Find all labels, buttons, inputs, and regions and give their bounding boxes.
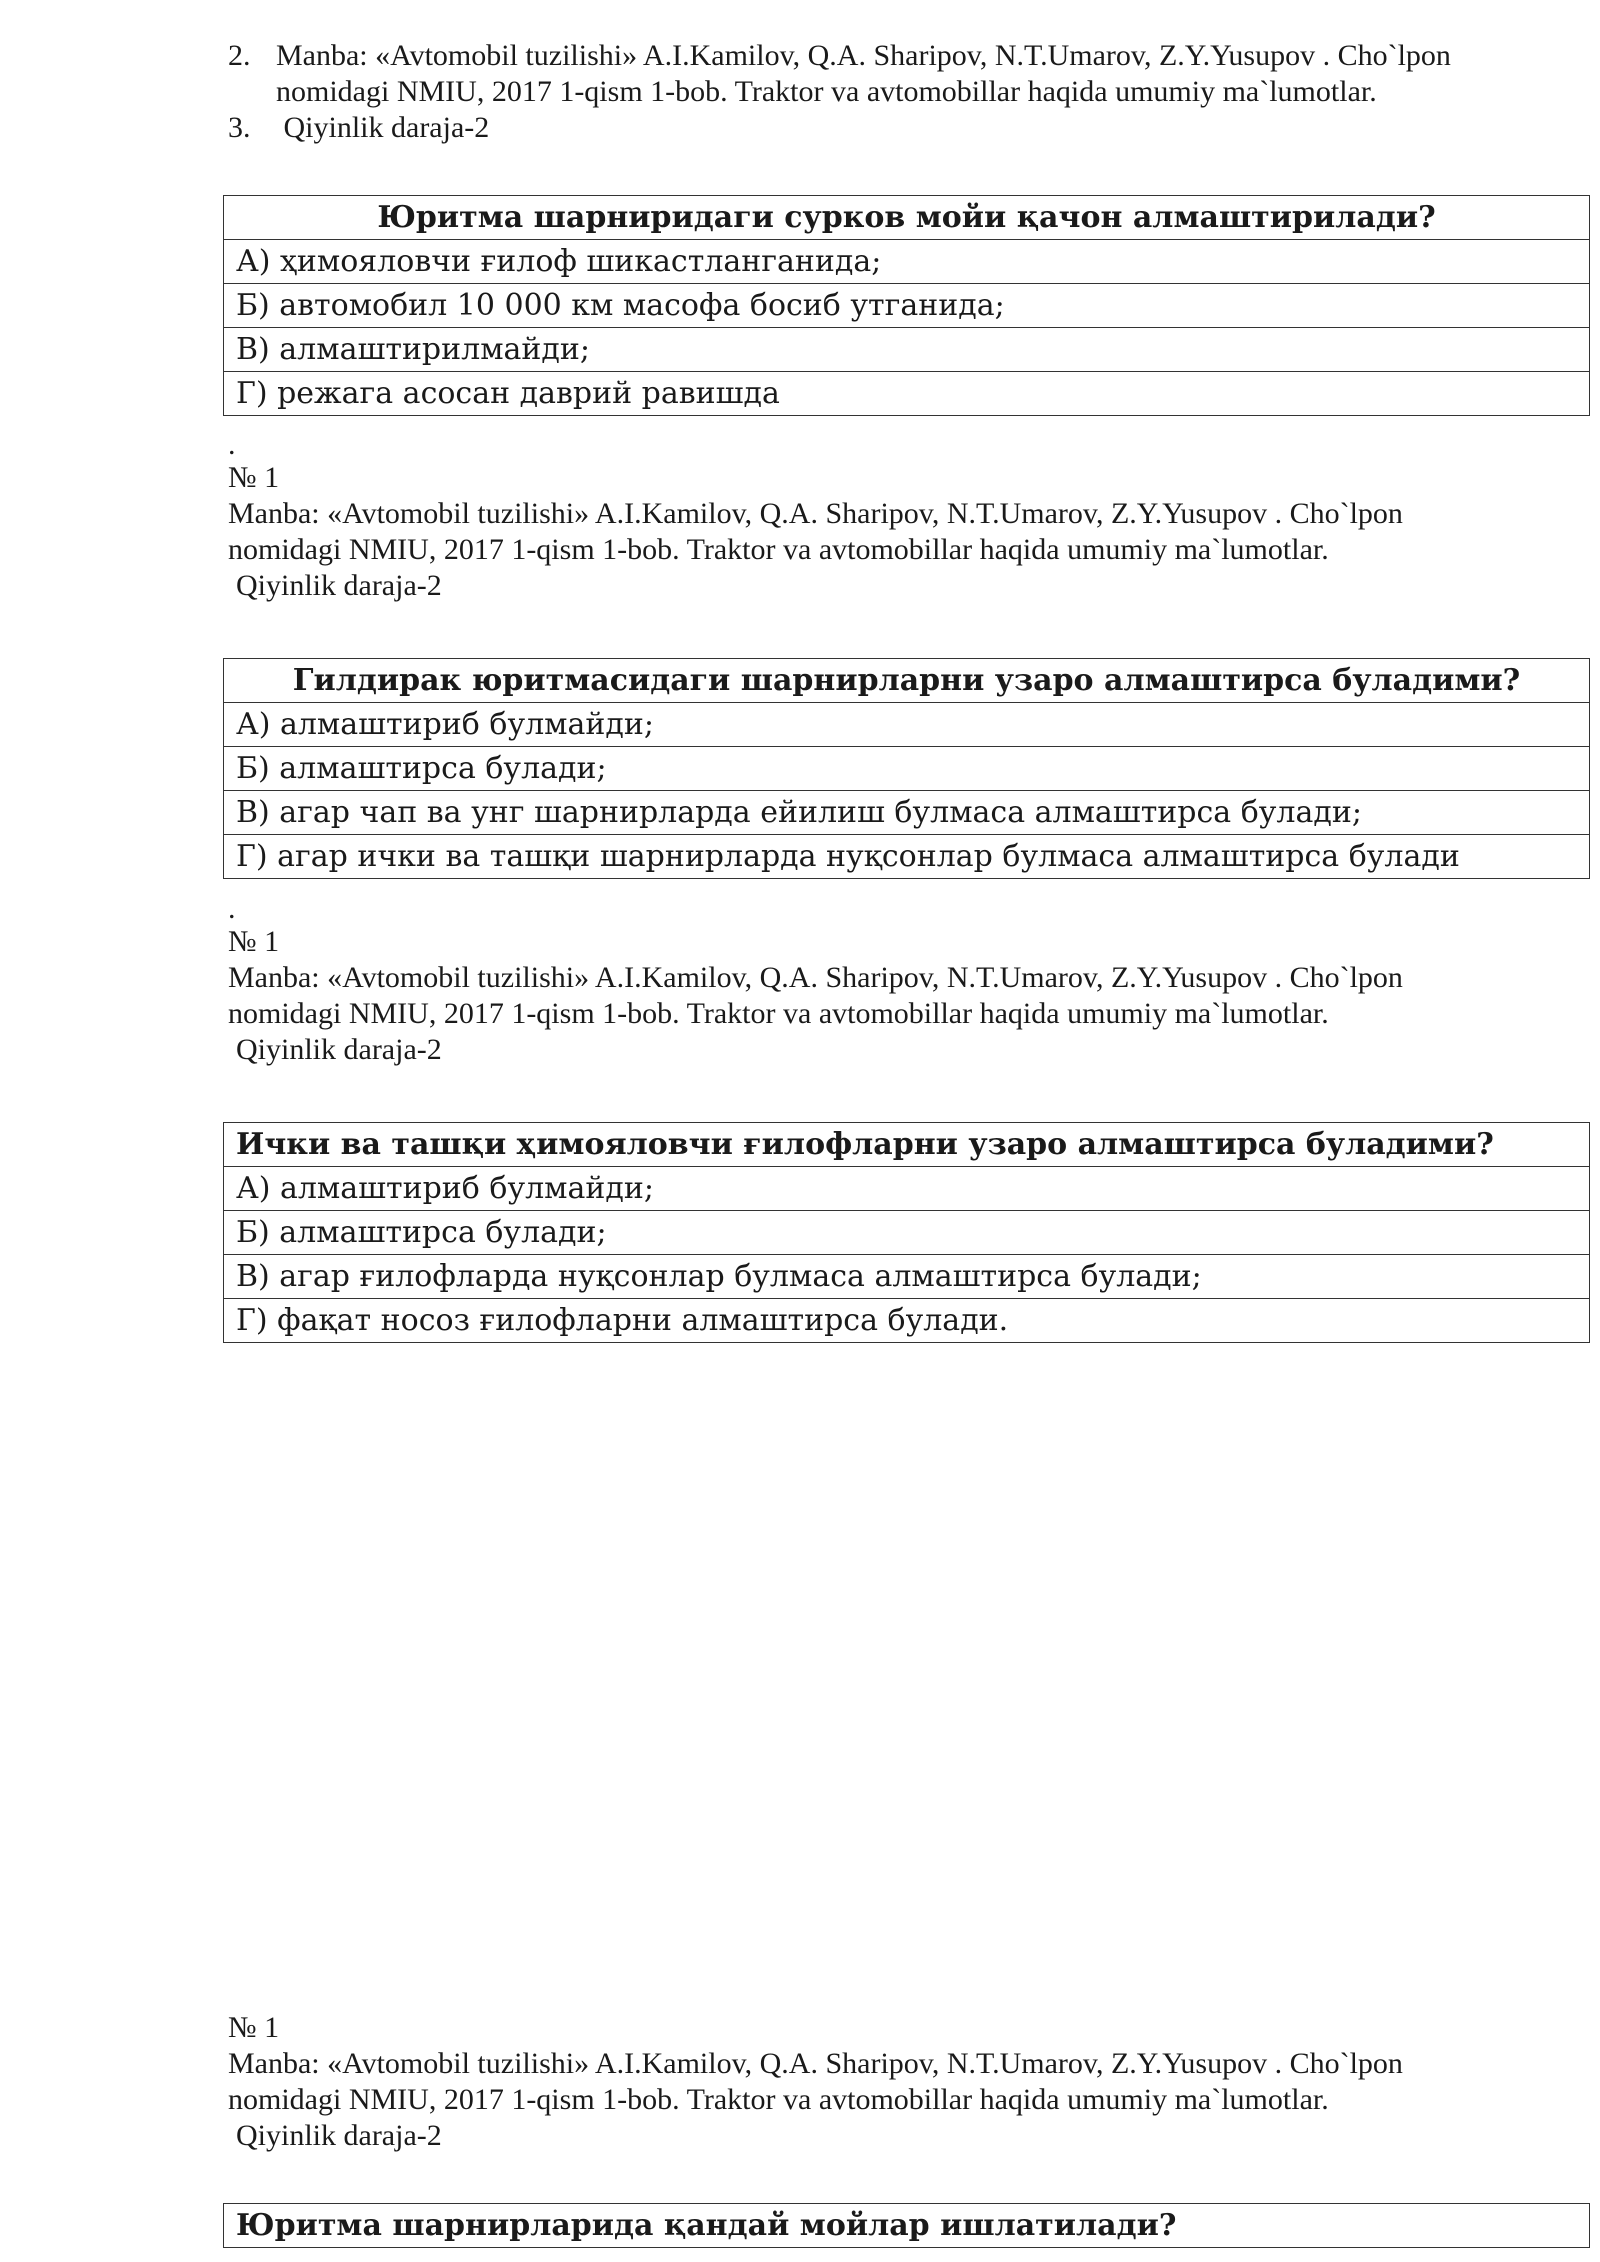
list-item-source [228,38,1588,110]
answer-option: В) агар чап ва унг шарнирларда ейилиш булмаса алмаштирса булади; [224,791,1590,835]
answer-option: В) агар ғилофларда нуқсонлар булмаса алмаштирса булади; [224,1255,1590,1299]
source-line-2: nomidagi NMIU, 2017 1-qism 1-bob. Traktor va avtomobillar haqida umumiy ma`lumotlar. [228,997,1329,1030]
answer-option: Г) фақат носоз ғилофларни алмаштирса булади. [224,1299,1590,1343]
question-meta-2 [228,894,1588,1068]
question-number: № 1 [228,2011,280,2044]
answer-option: А) ҳимояловчи ғилоф шикастланганида; [224,240,1590,284]
question-table-3 [223,1122,1590,1343]
difficulty-level: Qiyinlik daraja-2 [236,2119,442,2152]
difficulty-line: Qiyinlik daraja-2 [276,111,490,144]
answer-option: В) алмаштирилмайди; [224,328,1590,372]
source-line-2: nomidagi NMIU, 2017 1-qism 1-bob. Traktor va avtomobillar haqida umumiy ma`lumotlar. [276,75,1377,108]
answer-option: А) алмаштириб булмайди; [224,1167,1590,1211]
difficulty-level: Qiyinlik daraja-2 [236,1033,442,1066]
source-line-1: Manba: «Avtomobil tuzilishi» A.I.Kamilov, Q.A. Sharipov, N.T.Umarov, Z.Y.Yusupov . Cho`lpon [228,961,1403,994]
separator-dot: . [228,428,236,461]
source-line-1: Manba: «Avtomobil tuzilishi» A.I.Kamilov, Q.A. Sharipov, N.T.Umarov, Z.Y.Yusupov . Cho`lpon [228,497,1403,530]
source-line-1: Manba: «Avtomobil tuzilishi» A.I.Kamilov, Q.A. Sharipov, N.T.Umarov, Z.Y.Yusupov . Cho`lpon [228,2047,1403,2080]
question-table-2 [223,658,1590,879]
top-numbered-list [228,38,1588,146]
source-line-2: nomidagi NMIU, 2017 1-qism 1-bob. Traktor va avtomobillar haqida umumiy ma`lumotlar. [228,2083,1329,2116]
answer-option: Б) алмаштирса булади; [224,747,1590,791]
question-text: Юритма шарниридаги сурков мойи қачон алмаштирилади? [224,196,1590,240]
question-meta-3 [228,2010,1588,2154]
question-text: Гилдирак юритмасидаги шарнирларни узаро алмаштирса буладими? [224,659,1590,703]
answer-option: А) алмаштириб булмайди; [224,703,1590,747]
list-number: 3. [228,111,251,144]
question-text: Юритма шарнирларида қандай мойлар ишлатилади? [224,2204,1590,2248]
difficulty-level: Qiyinlik daraja-2 [236,569,442,602]
source-line-1: Manba: «Avtomobil tuzilishi» A.I.Kamilov, Q.A. Sharipov, N.T.Umarov, Z.Y.Yusupov . Cho`lpon [276,39,1451,72]
list-number: 2. [228,39,251,72]
question-number: № 1 [228,461,280,494]
answer-option: Г) режага асосан даврий равишда [224,372,1590,416]
list-item-difficulty [228,110,1588,146]
answer-option: Г) агар ички ва ташқи шарнирларда нуқсонлар булмаса алмаштирса булади [224,835,1590,879]
answer-option: Б) автомобил 10 000 км масофа босиб утганида; [224,284,1590,328]
source-line-2: nomidagi NMIU, 2017 1-qism 1-bob. Traktor va avtomobillar haqida umumiy ma`lumotlar. [228,533,1329,566]
question-table-4 [223,2203,1590,2248]
question-meta-1 [228,430,1588,604]
question-text: Ички ва ташқи ҳимояловчи ғилофларни узаро алмаштирса буладими? [224,1123,1590,1167]
separator-dot: . [228,892,236,925]
question-number: № 1 [228,925,280,958]
answer-option: Б) алмаштирса булади; [224,1211,1590,1255]
question-table-1 [223,195,1590,416]
